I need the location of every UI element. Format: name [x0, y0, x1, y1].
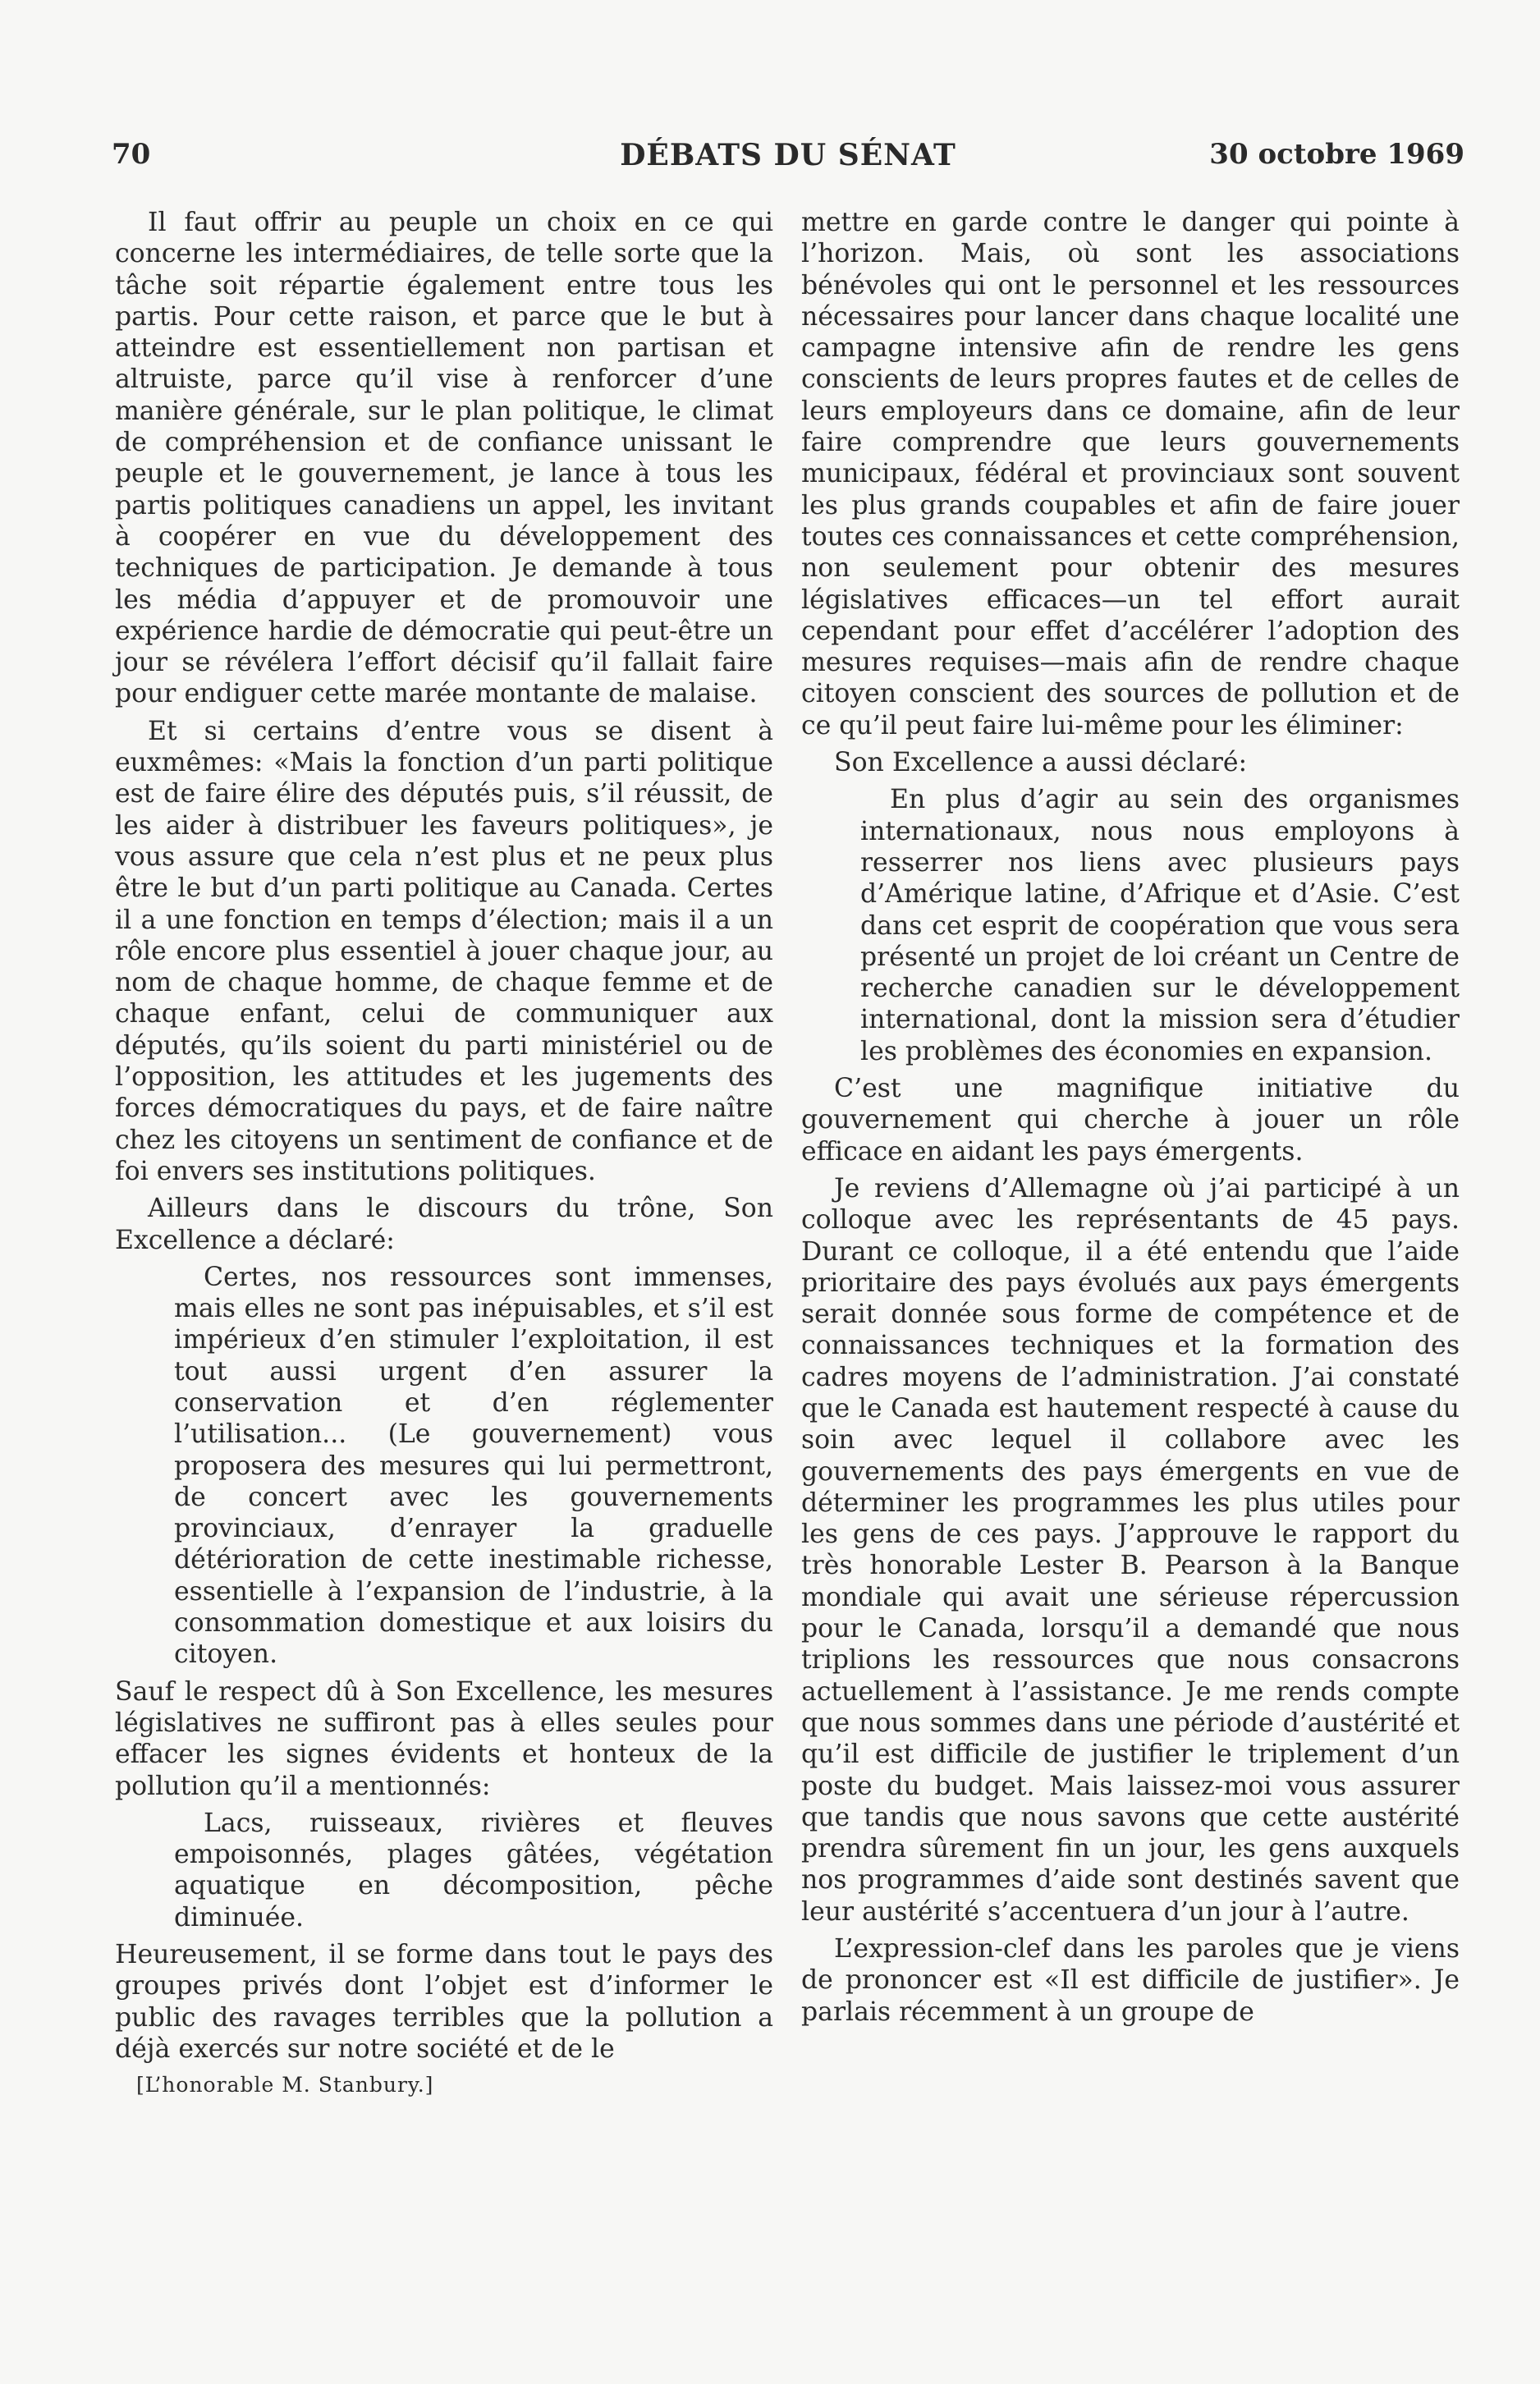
paragraph: Il faut offrir au peuple un choix en ce qui concerne les intermédiaires, de telle sorte que la tâche soit répartie également entre tous les partis. Pour cette raison, et parce que le but à atteindre est essentiellement non partisan et altruiste, parce qu’il vise à renforcer d’une manière générale, sur le plan politique, le climat de compréhension et de confiance unissant le peuple et le gouvernement, je lance à tous les partis politiques canadiens un appel, les invitant à coopérer en vue du développement des techniques de participation. Je demande à tous les média d’appuyer et de promouvoir une expérience hardie de démocratie qui peut-être un jour se révélera l’effort décisif qu’il fallait faire pour endiguer cette marée montante de malaise.: [115, 208, 773, 709]
paragraph: Sauf le respect dû à Son Excellence, les mesures législatives ne suffiront pas à elles seules pour effacer les signes évidents et honteux de la pollution qu’il a mentionnés:: [115, 1676, 773, 1801]
paragraph: Ailleurs dans le discours du trône, Son Excellence a déclaré:: [115, 1194, 773, 1255]
left-column: [115, 207, 773, 2103]
block-quote: En plus d’agir au sein des organismes internationaux, nous nous employons à resserrer nos liens avec plusieurs pays d’Amérique latine, d’Afrique et d’Asie. C’est dans cet esprit de coopération que vous sera présenté un projet de loi créant un Centre de recherche canadien sur le développement international, dont la mission sera d’étudier les problèmes des économies en expansion.: [860, 785, 1460, 1066]
paragraph: C’est une magnifique initiative du gouvernement qui cherche à jouer un rôle efficace en aidant les pays émergents.: [801, 1074, 1460, 1167]
running-title: DÉBATS DU SÉNAT: [620, 138, 956, 172]
page-number: 70: [112, 138, 151, 171]
paragraph: Heureusement, il se forme dans tout le pays des groupes privés dont l’objet est d’informer le public des ravages terribles que la pollution a déjà exercés sur notre société et de le: [115, 1940, 773, 2064]
paragraph: Je reviens d’Allemagne où j’ai participé à un colloque avec les représentants de 45 pays. Durant ce colloque, il a été entendu que l’aide prioritaire des pays évolués aux pays émergents serait donnée sous forme de compétence et de connaissances techniques et la formation des cadres moyens de l’administration. J’ai constaté que le Canada est hautement respecté à cause du soin avec lequel il collabore avec les gouvernements des pays émergents en vue de déterminer les programmes les plus utiles pour les gens de ces pays. J’approuve le rapport du très honorable Lester B. Pearson à la Banque mondiale qui avait une sérieuse répercussion pour le Canada, lorsqu’il a demandé que nous triplions les ressources que nous consacrons actuellement à l’assistance. Je me rends compte que nous sommes dans une période d’austérité et qu’il est difficile de justifier le triplement d’un poste du budget. Mais laissez-moi vous assurer que tandis que nous savons que cette austérité prendra sûrement fin un jour, les gens auxquels nos programmes d’aide sont destinés savent que leur austérité s’accentuera d’un jour à l’autre.: [801, 1173, 1460, 1927]
paragraph: Et si certains d’entre vous se disent à euxmêmes: «Mais la fonction d’un parti politique est de faire élire des députés puis, s’il réussit, de les aider à distribuer les faveurs politiques», je vous assure que cela n’est plus et ne peux plus être le but d’un parti politique au Canada. Certes il a une fonction en temps d’élection; mais il a un rôle encore plus essentiel à jouer chaque jour, au nom de chaque homme, de chaque femme et de chaque enfant, celui de communiquer aux députés, qu’ils soient du parti ministériel ou de l’opposition, les attitudes et les jugements des forces démocratiques du pays, et de faire naître chez les citoyens un sentiment de confiance et de foi envers ses institutions politiques.: [115, 716, 773, 1186]
right-column: [801, 207, 1460, 2033]
speaker-footnote: [L’honorable M. Stanbury.]: [136, 2073, 434, 2097]
paragraph: L’expression-clef dans les paroles que je viens de prononcer est «Il est difficile de justifier». Je parlais récemment à un groupe de: [801, 1934, 1460, 2027]
paragraph: mettre en garde contre le danger qui pointe à l’horizon. Mais, où sont les associations bénévoles qui ont le personnel et les ressources nécessaires pour lancer dans chaque localité une campagne intensive afin de rendre les gens conscients de leurs propres fautes et de celles de leurs employeurs dans ce domaine, afin de leur faire comprendre que leurs gouvernements municipaux, fédéral et provinciaux sont souvent les plus grands coupables et afin de faire jouer toutes ces connaissances et cette compréhension, non seulement pour obtenir des mesures législatives efficaces—un tel effort aurait cependant pour effet d’accélérer l’adoption des mesures requises—mais afin de rendre chaque citoyen conscient des sources de pollution et de ce qu’il peut faire lui-même pour les éliminer:: [801, 208, 1460, 740]
page-header: [112, 138, 1464, 187]
block-quote: Lacs, ruisseaux, rivières et fleuves empoisonnés, plages gâtées, végétation aquatique en décomposition, pêche diminuée.: [174, 1808, 773, 1932]
block-quote: Certes, nos ressources sont immenses, mais elles ne sont pas inépuisables, et s’il est impérieux d’en stimuler l’exploitation, il est tout aussi urgent d’en assurer la conservation et d’en réglementer l’utilisation... (Le gouvernement) vous proposera des mesures qui lui permettront, de concert avec les gouvernements provinciaux, d’enrayer la graduelle détérioration de cette inestimable richesse, essentielle à l’expansion de l’industrie, à la consommation domestique et aux loisirs du citoyen.: [174, 1262, 773, 1670]
paragraph: Son Excellence a aussi déclaré:: [834, 748, 1248, 778]
header-date: 30 octobre 1969: [1209, 138, 1464, 171]
